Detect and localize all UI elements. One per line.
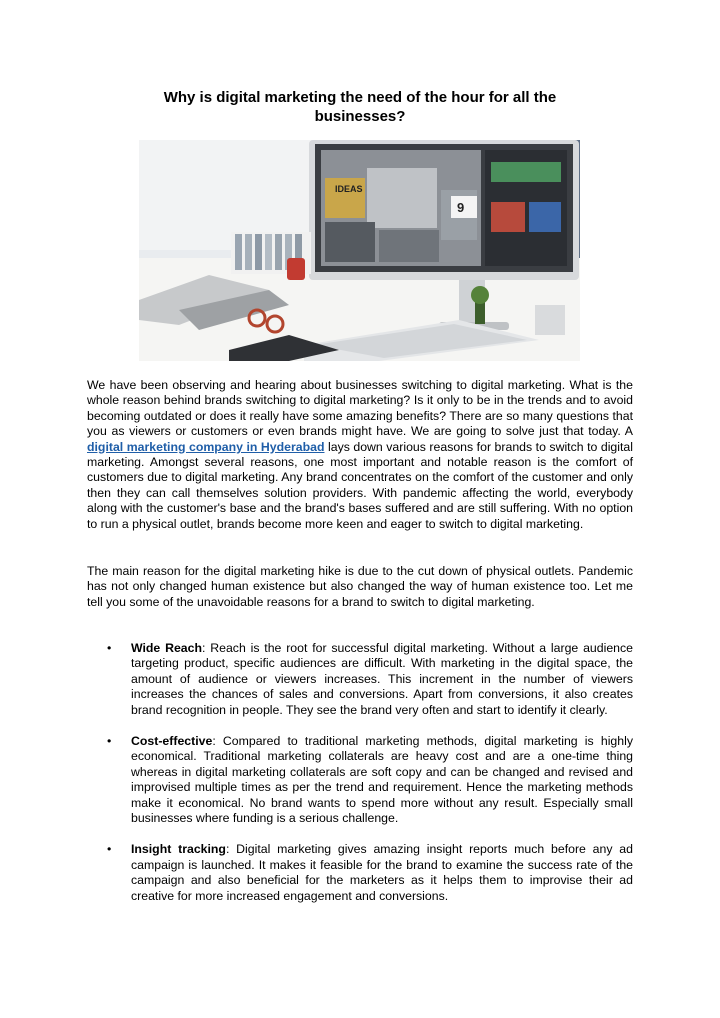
list-item-insight-tracking: [87, 842, 633, 904]
bullet-marker: •: [107, 842, 112, 857]
intro-paragraph: [87, 378, 633, 532]
bullet-marker: •: [107, 734, 112, 749]
reasons-list: [87, 641, 633, 904]
bullet-marker: •: [107, 641, 112, 655]
bullet-text: : Reach is the root for successful digital marketing. Without a large audience targeting product, specific audiences are difficult. With marketing in the digital space, the amount of audience or viewers increases. This increment in the number of viewers increases the chances of sales and conversions. Apart from conversions, it also creates brand recognition in people. They see the brand very often and start to identify it clearly.: [131, 641, 633, 717]
intro-text-after-link: lays down various reasons for brands to switch to digital marketing. Amongst several reasons, one most important and notable reason is the comfort of customers due to digital marketing. Any brand concentrates on the comfort of the customer and only then they can call themselves solution providers. With pandemic affecting the world, everybody along with the customer's base and the brand's bases suffered and are still suffering. With no option to run a physical outlet, brands become more keen and eager to switch to digital marketing.: [87, 439, 633, 531]
list-item-wide-reach: [87, 641, 633, 718]
bullet-term: Insight tracking: [131, 842, 226, 857]
bullet-term: Cost-effective: [131, 734, 213, 749]
bullet-term: Wide Reach: [131, 641, 202, 655]
page-title: Why is digital marketing the need of the hour for all the businesses?: [163, 89, 557, 125]
screen-text-number: 9: [457, 200, 465, 215]
bullet-text: : Compared to traditional marketing methods, digital marketing is highly economical. Traditional marketing collaterals are heavy cost and are a one-time thing whereas in digital marketing collaterals are soft copy and can be changed and revised and improvised multiple times as per the trend and requirement. Hence the marketing methods make it economical. No brand wants to spend more without any result. Especially small businesses where funding is a serious challenge.: [131, 734, 633, 826]
photo-desk-computer-icon: [139, 140, 580, 361]
intro-text-before-link: We have been observing and hearing about businesses switching to digital marketing. What is the whole reason behind brands switching to digital marketing? Is it only to be in the trends and to avoid becoming outdated or does it really have some amazing benefits? There are so many questions that you as viewers or customers or even brands might have. We are going to solve just that today. A: [87, 378, 633, 439]
desk-computer-photo: [139, 140, 580, 361]
bullet-text: : Digital marketing gives amazing insight reports much before any ad campaign is launched. It makes it feasible for the brand to examine the success rate of the campaign and also beneficial for the marketers as it helps them to improvise their ad creative for more increased engagement and conversions.: [131, 842, 633, 903]
list-item-cost-effective: [87, 734, 633, 826]
screen-text-ideas: IDEAS: [335, 184, 363, 194]
main-reason-paragraph: The main reason for the digital marketing hike is due to the cut down of physical outlets. Pandemic has not only changed human existence but also changed the way of human existence too. Let me tell you some of the unavoidable reasons for a brand to switch to digital marketing.: [87, 564, 633, 609]
digital-marketing-company-link[interactable]: digital marketing company in Hyderabad: [87, 439, 325, 454]
